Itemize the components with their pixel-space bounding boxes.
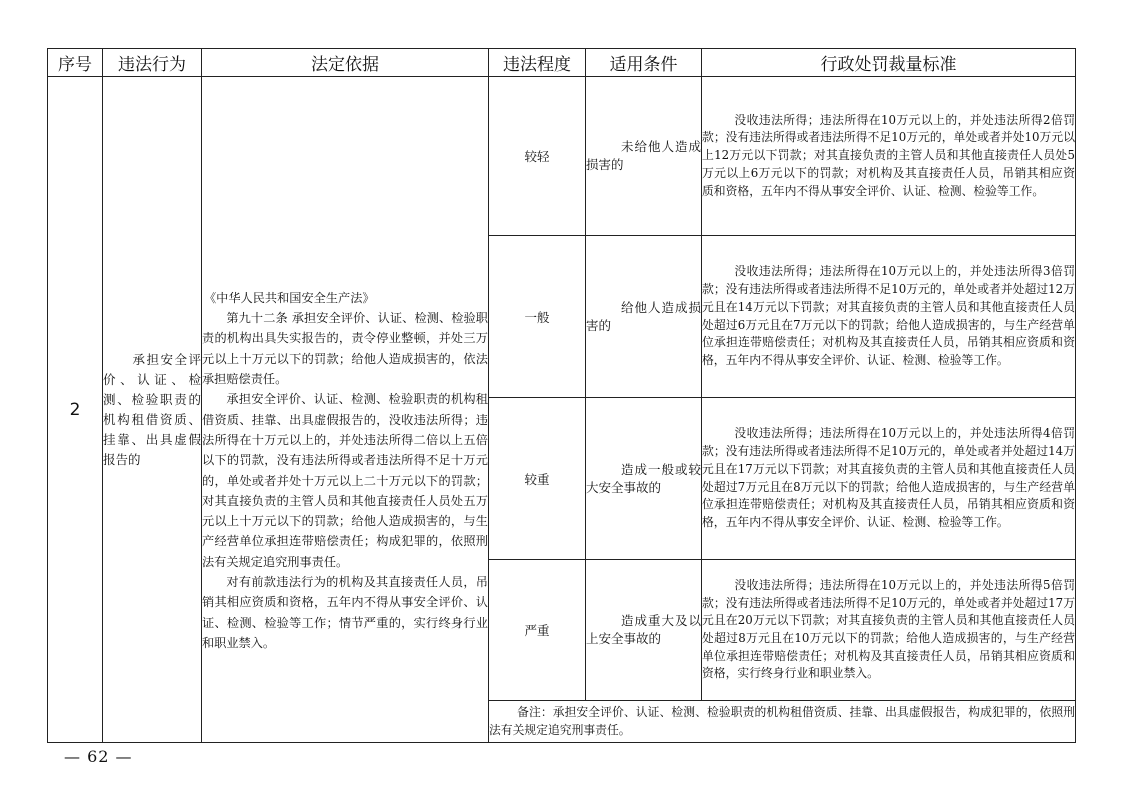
degree-cell: 一般 [489, 236, 586, 398]
note-cell [489, 701, 1076, 743]
degree-cell: 较重 [489, 398, 586, 560]
condition-cell [586, 398, 702, 560]
condition-cell [586, 77, 702, 236]
condition-cell [586, 236, 702, 398]
standard-text: 没收违法所得；违法所得在10万元以上的，并处违法所得3倍罚款；没有违法所得或者违法所得不足10万元的，单处或者并处超过12万元且在14万元以下罚款；对其直接负责的主管人员和其他直接责任人员处超过6万元且在7万元以下的罚款；给他人造成损害的，与生产经营单位承担连带赔偿责任；对机构及其直接责任人员，吊销其相应资质和资格，五年内不得从事安全评价、认证、检测、检验等工作。 [702, 264, 1075, 367]
condition-cell [586, 560, 702, 701]
standard-text: 没收违法所得；违法所得在10万元以上的，并处违法所得4倍罚款；没有违法所得或者违法所得不足10万元的，单处或者并处超过14万元且在17万元以下罚款；对其直接负责的主管人员和其他直接责任人员处超过7万元且在8万元以下的罚款；给他人造成损害的，与生产经营单位承担连带赔偿责任；对机构及其直接责任人员，吊销其相应资质和资格，五年内不得从事安全评价、认证、检测、检验等工作。 [702, 426, 1075, 529]
page-number: — 62 — [64, 747, 133, 766]
law-paragraph: 承担安全评价、认证、检测、检验职责的机构租借资质、挂靠、出具虚假报告的，没收违法所得；违法所得在十万元以上的，并处违法所得二倍以上五倍以下的罚款，没有违法所得或者违法所得不足十万元的，单处或者并处十万元以上二十万元以下的罚款；对其直接负责的主管人员和其他直接责任人员处五万元以上十万元以下的罚款；给他人造成损害的，与生产经营单位承担连带赔偿责任；构成犯罪的，依照刑法有关规定追究刑事责任。 [202, 392, 488, 569]
standard-cell [702, 398, 1076, 560]
standard-text: 没收违法所得；违法所得在10万元以上的，并处违法所得2倍罚款；没有违法所得或者违法所得不足10万元的，单处或者并处10万元以上12万元以下罚款；对其直接负责的主管人员和其他直接责任人员处5万元以上6万元以下的罚款；对机构及其直接责任人员，吊销其相应资质和资格，五年内不得从事安全评价、认证、检测、检验等工作。 [702, 112, 1075, 198]
law-title: 《中华人民共和国安全生产法》 [204, 290, 375, 305]
law-paragraph: 对有前款违法行为的机构及其直接责任人员，吊销其相应资质和资格，五年内不得从事安全评价、认证、检测、检验等工作；情节严重的，实行终身行业和职业禁入。 [202, 574, 488, 650]
condition-text: 给他人造成损害的 [586, 299, 701, 333]
table-row [48, 77, 1076, 236]
header-condition: 适用条件 [586, 49, 702, 77]
condition-text: 造成重大及以上安全事故的 [586, 613, 701, 646]
header-row [48, 49, 1076, 77]
degree-cell: 严重 [489, 560, 586, 701]
header-violation: 违法行为 [103, 49, 202, 77]
header-degree: 违法程度 [489, 49, 586, 77]
row-seq: 2 [48, 77, 103, 743]
standard-cell [702, 236, 1076, 398]
degree-cell: 较轻 [489, 77, 586, 236]
law-paragraph: 第九十二条 承担安全评价、认证、检测、检验职责的机构出具失实报告的，责令停业整顿，并处三万元以上十万元以下的罚款；给他人造成损害的，依法承担赔偿责任。 [202, 311, 488, 387]
legal-basis-cell [202, 77, 489, 743]
header-seq: 序号 [48, 49, 103, 77]
penalty-standard-table [47, 48, 1076, 743]
header-legal-basis: 法定依据 [202, 49, 489, 77]
standard-cell [702, 560, 1076, 701]
standard-cell [702, 77, 1076, 236]
condition-text: 未给他人造成损害的 [586, 139, 701, 172]
condition-text: 造成一般或较大安全事故的 [586, 461, 701, 495]
standard-text: 没收违法所得；违法所得在10万元以上的，并处违法所得5倍罚款；没有违法所得或者违法所得不足10万元的，单处或者并处超过17万元且在20万元以下罚款；对其直接负责的主管人员和其他直接责任人员处超过8万元且在10万元以下的罚款；给他人造成损害的，与生产经营单位承担连带赔偿责任；对机构及其直接责任人员，吊销其相应资质和资格，实行终身行业和职业禁入。 [702, 577, 1075, 681]
header-standard: 行政处罚裁量标准 [702, 49, 1076, 77]
violation-cell [103, 77, 202, 743]
violation-text: 承担安全评价、认证、检测、检验职责的机构租借资质、挂靠、出具虚假报告的 [103, 351, 201, 467]
note-text: 备注：承担安全评价、认证、检测、检验职责的机构租借资质、挂靠、出具虚假报告，构成犯罪的，依照刑法有关规定追究刑事责任。 [489, 704, 1075, 737]
